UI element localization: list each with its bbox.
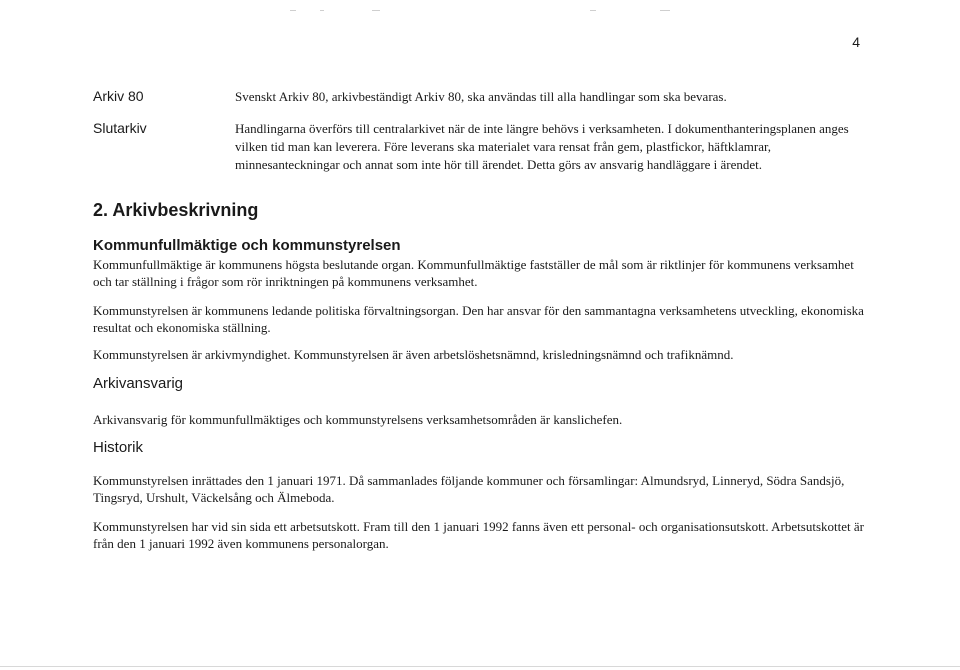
org-paragraph-1: Kommunfullmäktige är kommunens högsta beslutande organ. Kommunfullmäktige fastställer de mål som är riktlinjer för kommunens verksamhet och tar ställning i frågor som rör inriktningen på kommunens verksamhet. xyxy=(93,257,854,289)
arkivansvarig-text: Arkivansvarig för kommunfullmäktiges och kommunstyrelsens verksamhetsområden är kanslichefen. xyxy=(93,412,623,427)
arkivansvarig-heading: Arkivansvarig xyxy=(93,375,184,392)
definition-text: Handlingarna överförs till centralarkivet när de inte längre behövs i verksamheten. I dokumenthanteringsplanen anges vilken tid man kan leverera. Före leverans ska materialet vara rensat från gem, plastfickor, häftklamrar, minnesanteckningar och annat som inte hör till ärendet. Detta görs av ansvarig handläggare i ärendet. xyxy=(235,121,849,172)
org-heading: Kommunfullmäktige och kommunstyrelsen xyxy=(93,237,401,254)
definition-text: Svenskt Arkiv 80, arkivbeständigt Arkiv 80, ska användas till alla handlingar som ska bevaras. xyxy=(235,89,727,104)
scan-artifacts xyxy=(280,6,700,18)
historik-paragraph-2: Kommunstyrelsen har vid sin sida ett arbetsutskott. Fram till den 1 januari 1992 fanns även ett personal- och organisationsutskott. Arbetsutskottet är från den 1 januari 1992 även kommunens personalorgan. xyxy=(93,519,864,551)
page-bottom-rule xyxy=(0,666,960,667)
org-paragraph-3: Kommunstyrelsen är arkivmyndighet. Kommunstyrelsen är även arbetslöshetsnämnd, krisledningsnämnd och trafiknämnd. xyxy=(93,347,734,362)
historik-heading: Historik xyxy=(93,439,144,456)
section-title: 2. Arkivbeskrivning xyxy=(93,200,259,220)
historik-paragraph-1: Kommunstyrelsen inrättades den 1 januari 1971. Då sammanlades följande kommuner och församlingar: Almundsryd, Linneryd, Södra Sandsjö, Tingsryd, Urshult, Väckelsång och Älmeboda. xyxy=(93,473,845,505)
org-paragraph-2: Kommunstyrelsen är kommunens ledande politiska förvaltningsorgan. Den har ansvar för den sammantagna verksamhetens utveckling, ekonomiska resultat och ekonomiska ställning. xyxy=(93,303,864,335)
definition-term: Slutarkiv xyxy=(93,120,147,136)
definition-term: Arkiv 80 xyxy=(93,88,144,104)
page-number: 4 xyxy=(852,34,860,50)
